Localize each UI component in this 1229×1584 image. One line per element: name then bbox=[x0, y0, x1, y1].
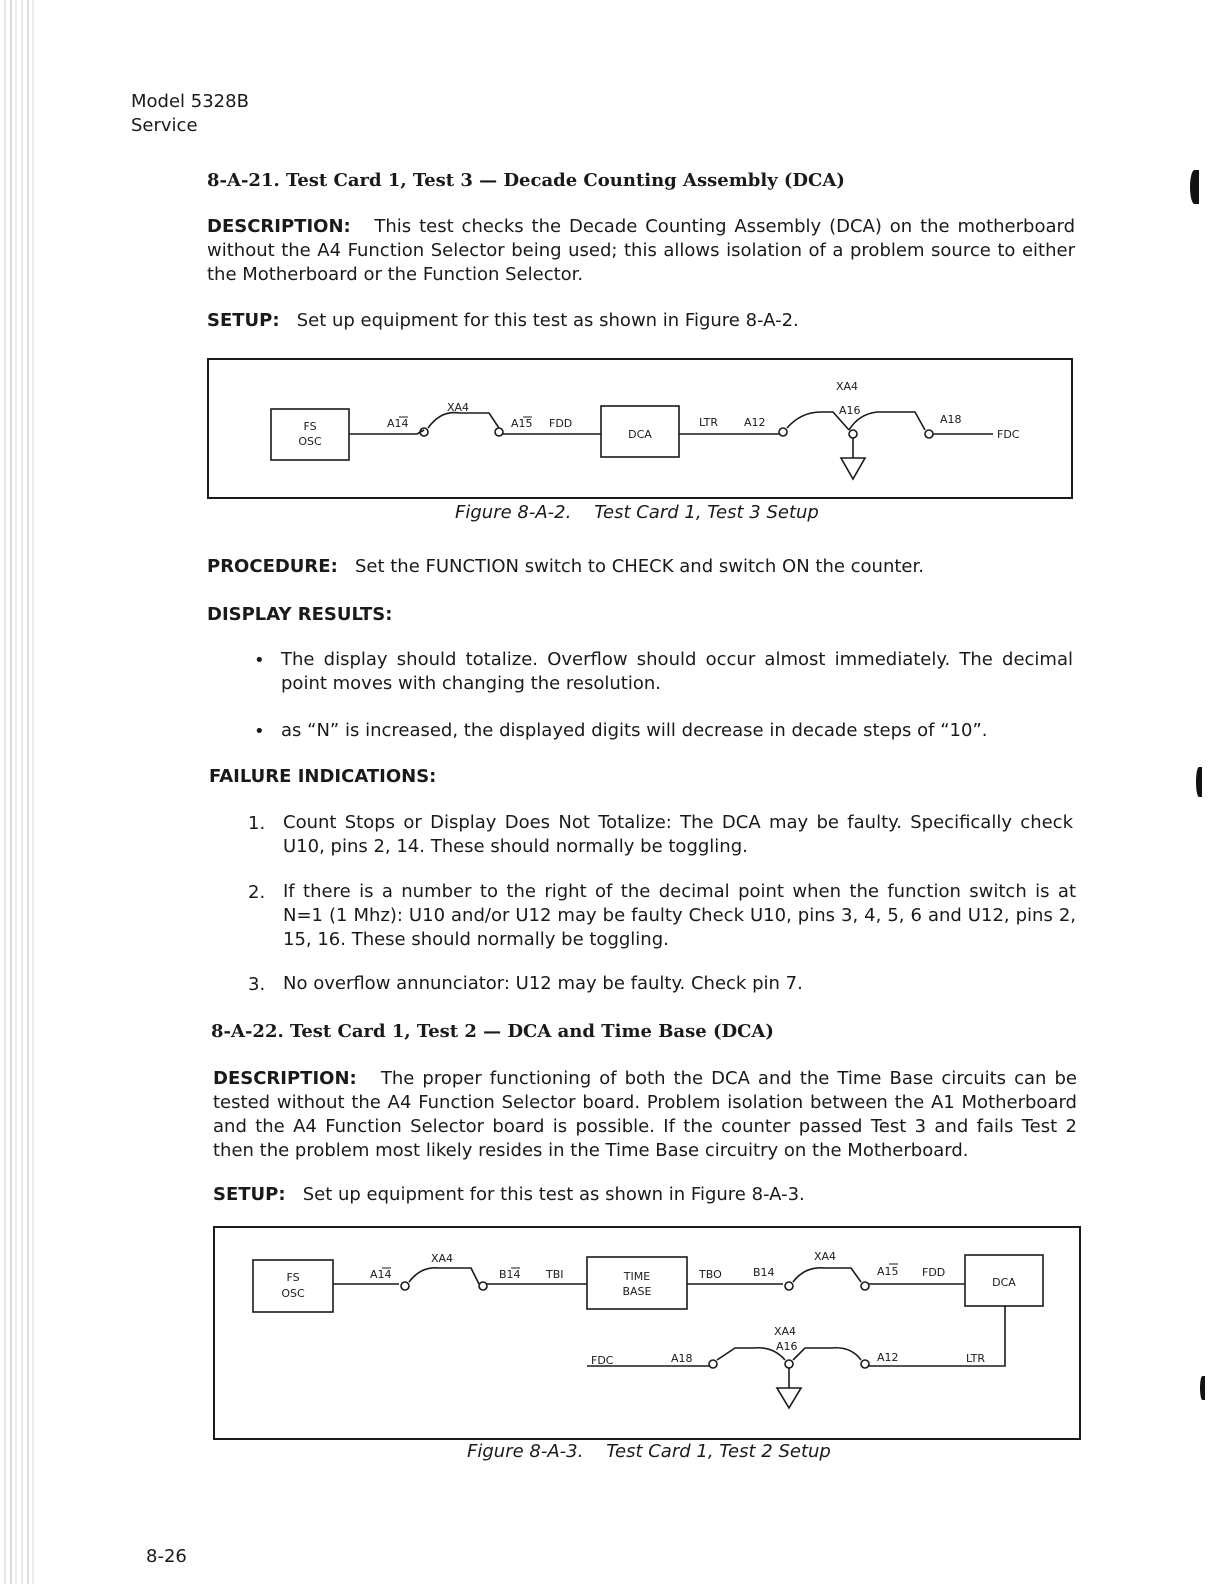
description-label: DESCRIPTION: bbox=[213, 1068, 357, 1089]
failure-item: If there is a number to the right of the decimal point when the function switch is at N=1 (1 Mhz): U10 and/or U12 may be faulty Check U10, pins 3, 4, 5, 6 and U12, pins 2, 15, 16. These should normally be toggling. bbox=[283, 881, 1076, 950]
a18-label: A18 bbox=[671, 1352, 693, 1365]
figure-8-a-2-svg bbox=[209, 360, 1071, 497]
fdd-label: FDD bbox=[549, 417, 573, 430]
a15-label: A15 bbox=[511, 417, 533, 430]
procedure-paragraph bbox=[207, 555, 924, 579]
edge-contact-b14-r bbox=[785, 1282, 793, 1290]
xa4-label-1: XA4 bbox=[447, 401, 470, 414]
figure-8-a-2-caption bbox=[455, 502, 819, 523]
xa4-label-1: XA4 bbox=[431, 1252, 454, 1265]
edge-contact-a16 bbox=[849, 430, 857, 438]
description-text: The proper functioning of both the DCA and the Time Base circuits can be tested without the A4 Function Selector board. Problem isolation between the A1 Motherboard and the A4 Function Selector board is possible. If the counter passed Test 3 and fails Test 2 then the problem most likely resides in the Time Base circuitry on the Motherboard. bbox=[213, 1068, 1077, 1161]
time-label: TIME bbox=[623, 1270, 651, 1283]
bullet-item: as “N” is increased, the displayed digits will decrease in decade steps of “10”. bbox=[281, 720, 988, 741]
setup-label: SETUP: bbox=[207, 310, 280, 331]
a16-label: A16 bbox=[776, 1340, 798, 1353]
failure-item: Count Stops or Display Does Not Totalize: The DCA may be faulty. Specifically check U10, pins 2, 14. These should normally be toggling. bbox=[283, 812, 1073, 857]
caption-title: Test Card 1, Test 3 Setup bbox=[594, 502, 819, 523]
xa4-label-2: XA4 bbox=[836, 380, 859, 393]
change-mark bbox=[1200, 1376, 1205, 1400]
figure-8-a-2-diagram bbox=[207, 358, 1073, 499]
a14-label: A14 bbox=[387, 417, 409, 430]
osc-label: OSC bbox=[281, 1287, 305, 1300]
change-mark bbox=[1190, 170, 1199, 204]
setup-text: Set up equipment for this test as shown in Figure 8-A-2. bbox=[296, 310, 799, 331]
figure-8-a-3-diagram bbox=[213, 1226, 1081, 1440]
fdc-label: FDC bbox=[997, 428, 1020, 441]
list-number: 2. bbox=[248, 882, 266, 903]
edge-contact-a14 bbox=[401, 1282, 409, 1290]
dca-label: DCA bbox=[628, 428, 652, 441]
setup-paragraph bbox=[213, 1183, 805, 1207]
base-label: BASE bbox=[622, 1285, 652, 1298]
dca-label: DCA bbox=[992, 1276, 1016, 1289]
edge-contact-a12 bbox=[861, 1360, 869, 1368]
model-label: Model 5328B bbox=[131, 91, 249, 112]
fs-label: FS bbox=[303, 420, 317, 433]
figure-8-a-3-caption bbox=[467, 1441, 831, 1462]
bullet-dot: • bbox=[254, 650, 265, 671]
xa4-label-2: XA4 bbox=[814, 1250, 837, 1263]
ground-symbol bbox=[777, 1388, 801, 1408]
tbi-label: TBI bbox=[546, 1268, 564, 1281]
edge-contact-a16 bbox=[785, 1360, 793, 1368]
caption-number: Figure 8-A-2. bbox=[455, 502, 572, 523]
setup-label: SETUP: bbox=[213, 1184, 286, 1205]
fdd-label: FDD bbox=[922, 1266, 946, 1279]
a14-label: A14 bbox=[370, 1268, 392, 1281]
bullet-dot: • bbox=[254, 721, 265, 742]
list-number: 3. bbox=[248, 974, 266, 995]
section-heading-8-a-21: 8-A-21. Test Card 1, Test 3 — Decade Counting Assembly (DCA) bbox=[207, 170, 845, 191]
a12-label: A12 bbox=[744, 416, 766, 429]
page-number: 8-26 bbox=[146, 1546, 187, 1567]
edge-contact-a12 bbox=[779, 428, 787, 436]
section-label: Service bbox=[131, 115, 198, 136]
page-header bbox=[131, 90, 249, 138]
edge-contact-a18 bbox=[925, 430, 933, 438]
description-paragraph bbox=[207, 215, 1075, 287]
fs-label: FS bbox=[286, 1271, 300, 1284]
a15-label: A15 bbox=[877, 1265, 899, 1278]
failure-indications-label: FAILURE INDICATIONS: bbox=[209, 766, 437, 787]
b14-label-left: B14 bbox=[499, 1268, 521, 1281]
description-label: DESCRIPTION: bbox=[207, 216, 351, 237]
edge-contact-a15 bbox=[861, 1282, 869, 1290]
setup-text: Set up equipment for this test as shown in Figure 8-A-3. bbox=[302, 1184, 805, 1205]
b14-label-right: B14 bbox=[753, 1266, 775, 1279]
fdc-label: FDC bbox=[591, 1354, 614, 1367]
setup-paragraph bbox=[207, 309, 799, 333]
bullet-item: The display should totalize. Overflow should occur almost immediately. The decimal point moves with changing the resolution. bbox=[281, 649, 1073, 694]
procedure-text: Set the FUNCTION switch to CHECK and switch ON the counter. bbox=[354, 556, 924, 577]
edge-contact-a18 bbox=[709, 1360, 717, 1368]
a16-label: A16 bbox=[839, 404, 861, 417]
ltr-label: LTR bbox=[699, 416, 718, 429]
display-results-label: DISPLAY RESULTS: bbox=[207, 604, 393, 625]
edge-contact-b14 bbox=[479, 1282, 487, 1290]
scan-binding-edge bbox=[0, 0, 34, 1584]
ltr-label: LTR bbox=[966, 1352, 985, 1365]
tbo-label: TBO bbox=[699, 1268, 722, 1281]
a18-label: A18 bbox=[940, 413, 962, 426]
failure-item: No overflow annunciator: U12 may be faulty. Check pin 7. bbox=[283, 973, 803, 994]
change-mark bbox=[1196, 767, 1202, 797]
description-text: This test checks the Decade Counting Assembly (DCA) on the motherboard without the A4 Function Selector being used; this allows isolation of a problem source to either the Motherboard or the Function Selector. bbox=[207, 216, 1075, 285]
a12-label: A12 bbox=[877, 1351, 899, 1364]
figure-8-a-3-svg bbox=[215, 1228, 1079, 1438]
caption-title: Test Card 1, Test 2 Setup bbox=[606, 1441, 831, 1462]
osc-label: OSC bbox=[298, 435, 322, 448]
xa4-label-3: XA4 bbox=[774, 1325, 797, 1338]
ground-symbol bbox=[841, 458, 865, 479]
procedure-label: PROCEDURE: bbox=[207, 556, 338, 577]
time-base-box bbox=[587, 1257, 687, 1309]
description-paragraph bbox=[213, 1067, 1077, 1163]
edge-contact-a15 bbox=[495, 428, 503, 436]
caption-number: Figure 8-A-3. bbox=[467, 1441, 584, 1462]
section-heading-8-a-22: 8-A-22. Test Card 1, Test 2 — DCA and Time Base (DCA) bbox=[211, 1021, 774, 1042]
list-number: 1. bbox=[248, 813, 266, 834]
fs-osc-box bbox=[253, 1260, 333, 1312]
